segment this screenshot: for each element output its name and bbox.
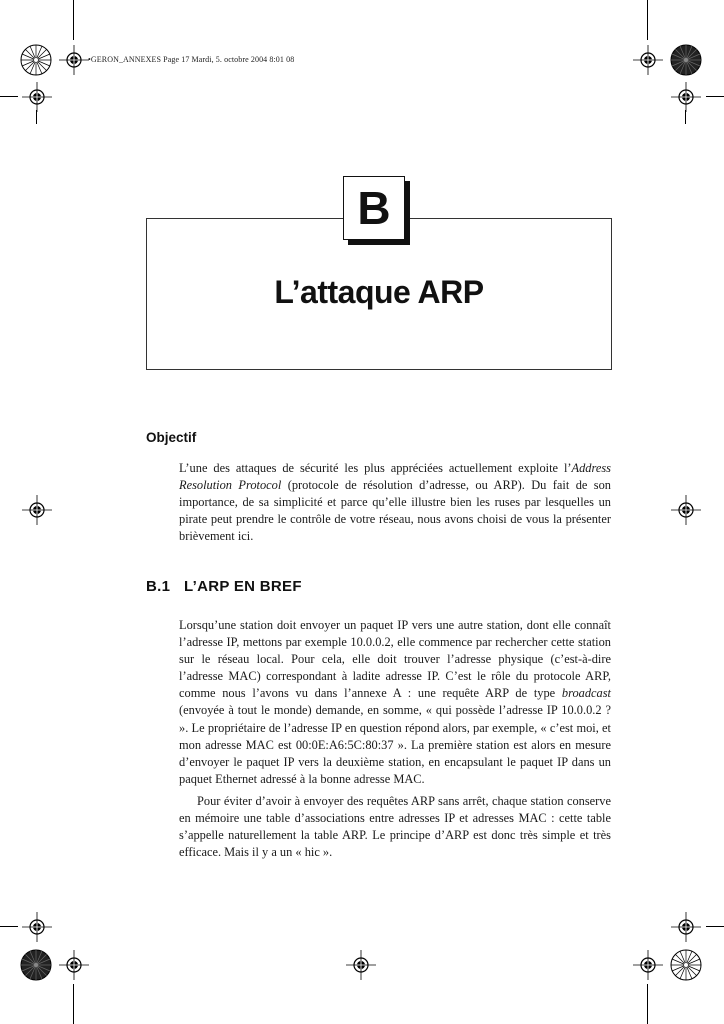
para1-text-b: (envoyée à tout le monde) demande, en somme, « qui possède l’adresse IP 10.0.0.2 ? ». Le propriétaire de l’adresse IP en question répond alors, par exemple, « c’est moi, et mon adresse MAC est 00:0E:A6:5C:80:37 ». La première station est alors en mesure d’envoyer le paquet IP vers la deuxième station, en encapsulant le paquet IP dans un paquet Ethernet adressé à la bonne adresse MAC. (179, 703, 611, 786)
registration-target-icon (633, 45, 663, 75)
registration-target-icon (59, 45, 89, 75)
registration-target-icon (59, 950, 89, 980)
crop-mark (0, 96, 18, 97)
objectif-paragraph (179, 460, 611, 545)
crop-mark (36, 110, 37, 124)
registration-target-icon (22, 912, 52, 942)
chapter-letter: B (343, 176, 405, 240)
crop-mark (73, 984, 74, 1024)
section-heading (146, 578, 302, 595)
objectif-text-end: (protocole de résolution d’adresse, ou ARP). Du fait de son importance, de sa simplicité et parce qu’elle illustre bien les ruses par lesquelles un pirate peut prendre le contrôle de votre réseau, nous avons choisi de vous la présenter brièvement ici. (179, 478, 612, 544)
objectif-text-italic: Address Resolution Protocol (179, 461, 611, 493)
crop-mark (647, 984, 648, 1024)
section-title: L’ARP EN BREF (184, 578, 302, 595)
section-number: B.1 (146, 578, 171, 595)
registration-target-icon (633, 950, 663, 980)
crop-mark (647, 0, 648, 40)
registration-target-icon (671, 495, 701, 525)
crop-mark (706, 926, 724, 927)
objectif-heading: Objectif (146, 430, 197, 445)
crop-mark (685, 110, 686, 124)
starburst-target-icon (670, 44, 702, 76)
registration-target-icon (671, 82, 701, 112)
registration-target-icon (22, 82, 52, 112)
crop-mark (706, 96, 724, 97)
section-body (179, 617, 611, 861)
body-paragraph (179, 617, 611, 788)
para1-text-italic: broadcast (561, 686, 611, 701)
registration-target-icon (346, 950, 376, 980)
registration-target-icon (671, 912, 701, 942)
chapter-title: L’attaque ARP (274, 274, 484, 310)
para1-text-a: Lorsqu’une station doit envoyer un paquet IP vers une autre station, dont elle connaît l’adresse IP, mettons par exemple 10.0.0.2, elle commence par rechercher cette station sur le réseau local. Pour cela, elle doit trouver l’adresse physique (c’est-à-dire l’adresse MAC) correspondant à ladite adresse IP. C’est le rôle du protocole ARP, comme nous l’avons vu dans l’annexe A : une requête ARP de type (179, 618, 611, 701)
crop-mark (0, 926, 18, 927)
crop-mark (73, 0, 74, 40)
starburst-target-icon (20, 949, 52, 981)
starburst-target-icon (20, 44, 52, 76)
printer-slug: •GERON_ANNEXES Page 17 Mardi, 5. octobre 2004 8:01 08 (88, 55, 295, 64)
objectif-text-start: L’une des attaques de sécurité les plus appréciées actuellement exploite l’ (179, 461, 572, 475)
registration-target-icon (22, 495, 52, 525)
body-paragraph: Pour éviter d’avoir à envoyer des requêtes ARP sans arrêt, chaque station conserve en mémoire une table d’associations entre adresses IP et adresses MAC : cette table s’appelle naturellement la table ARP. Le principe d’ARP est donc très simple et très efficace. Mais il y a un « hic ». (179, 793, 611, 860)
starburst-target-icon (670, 949, 702, 981)
